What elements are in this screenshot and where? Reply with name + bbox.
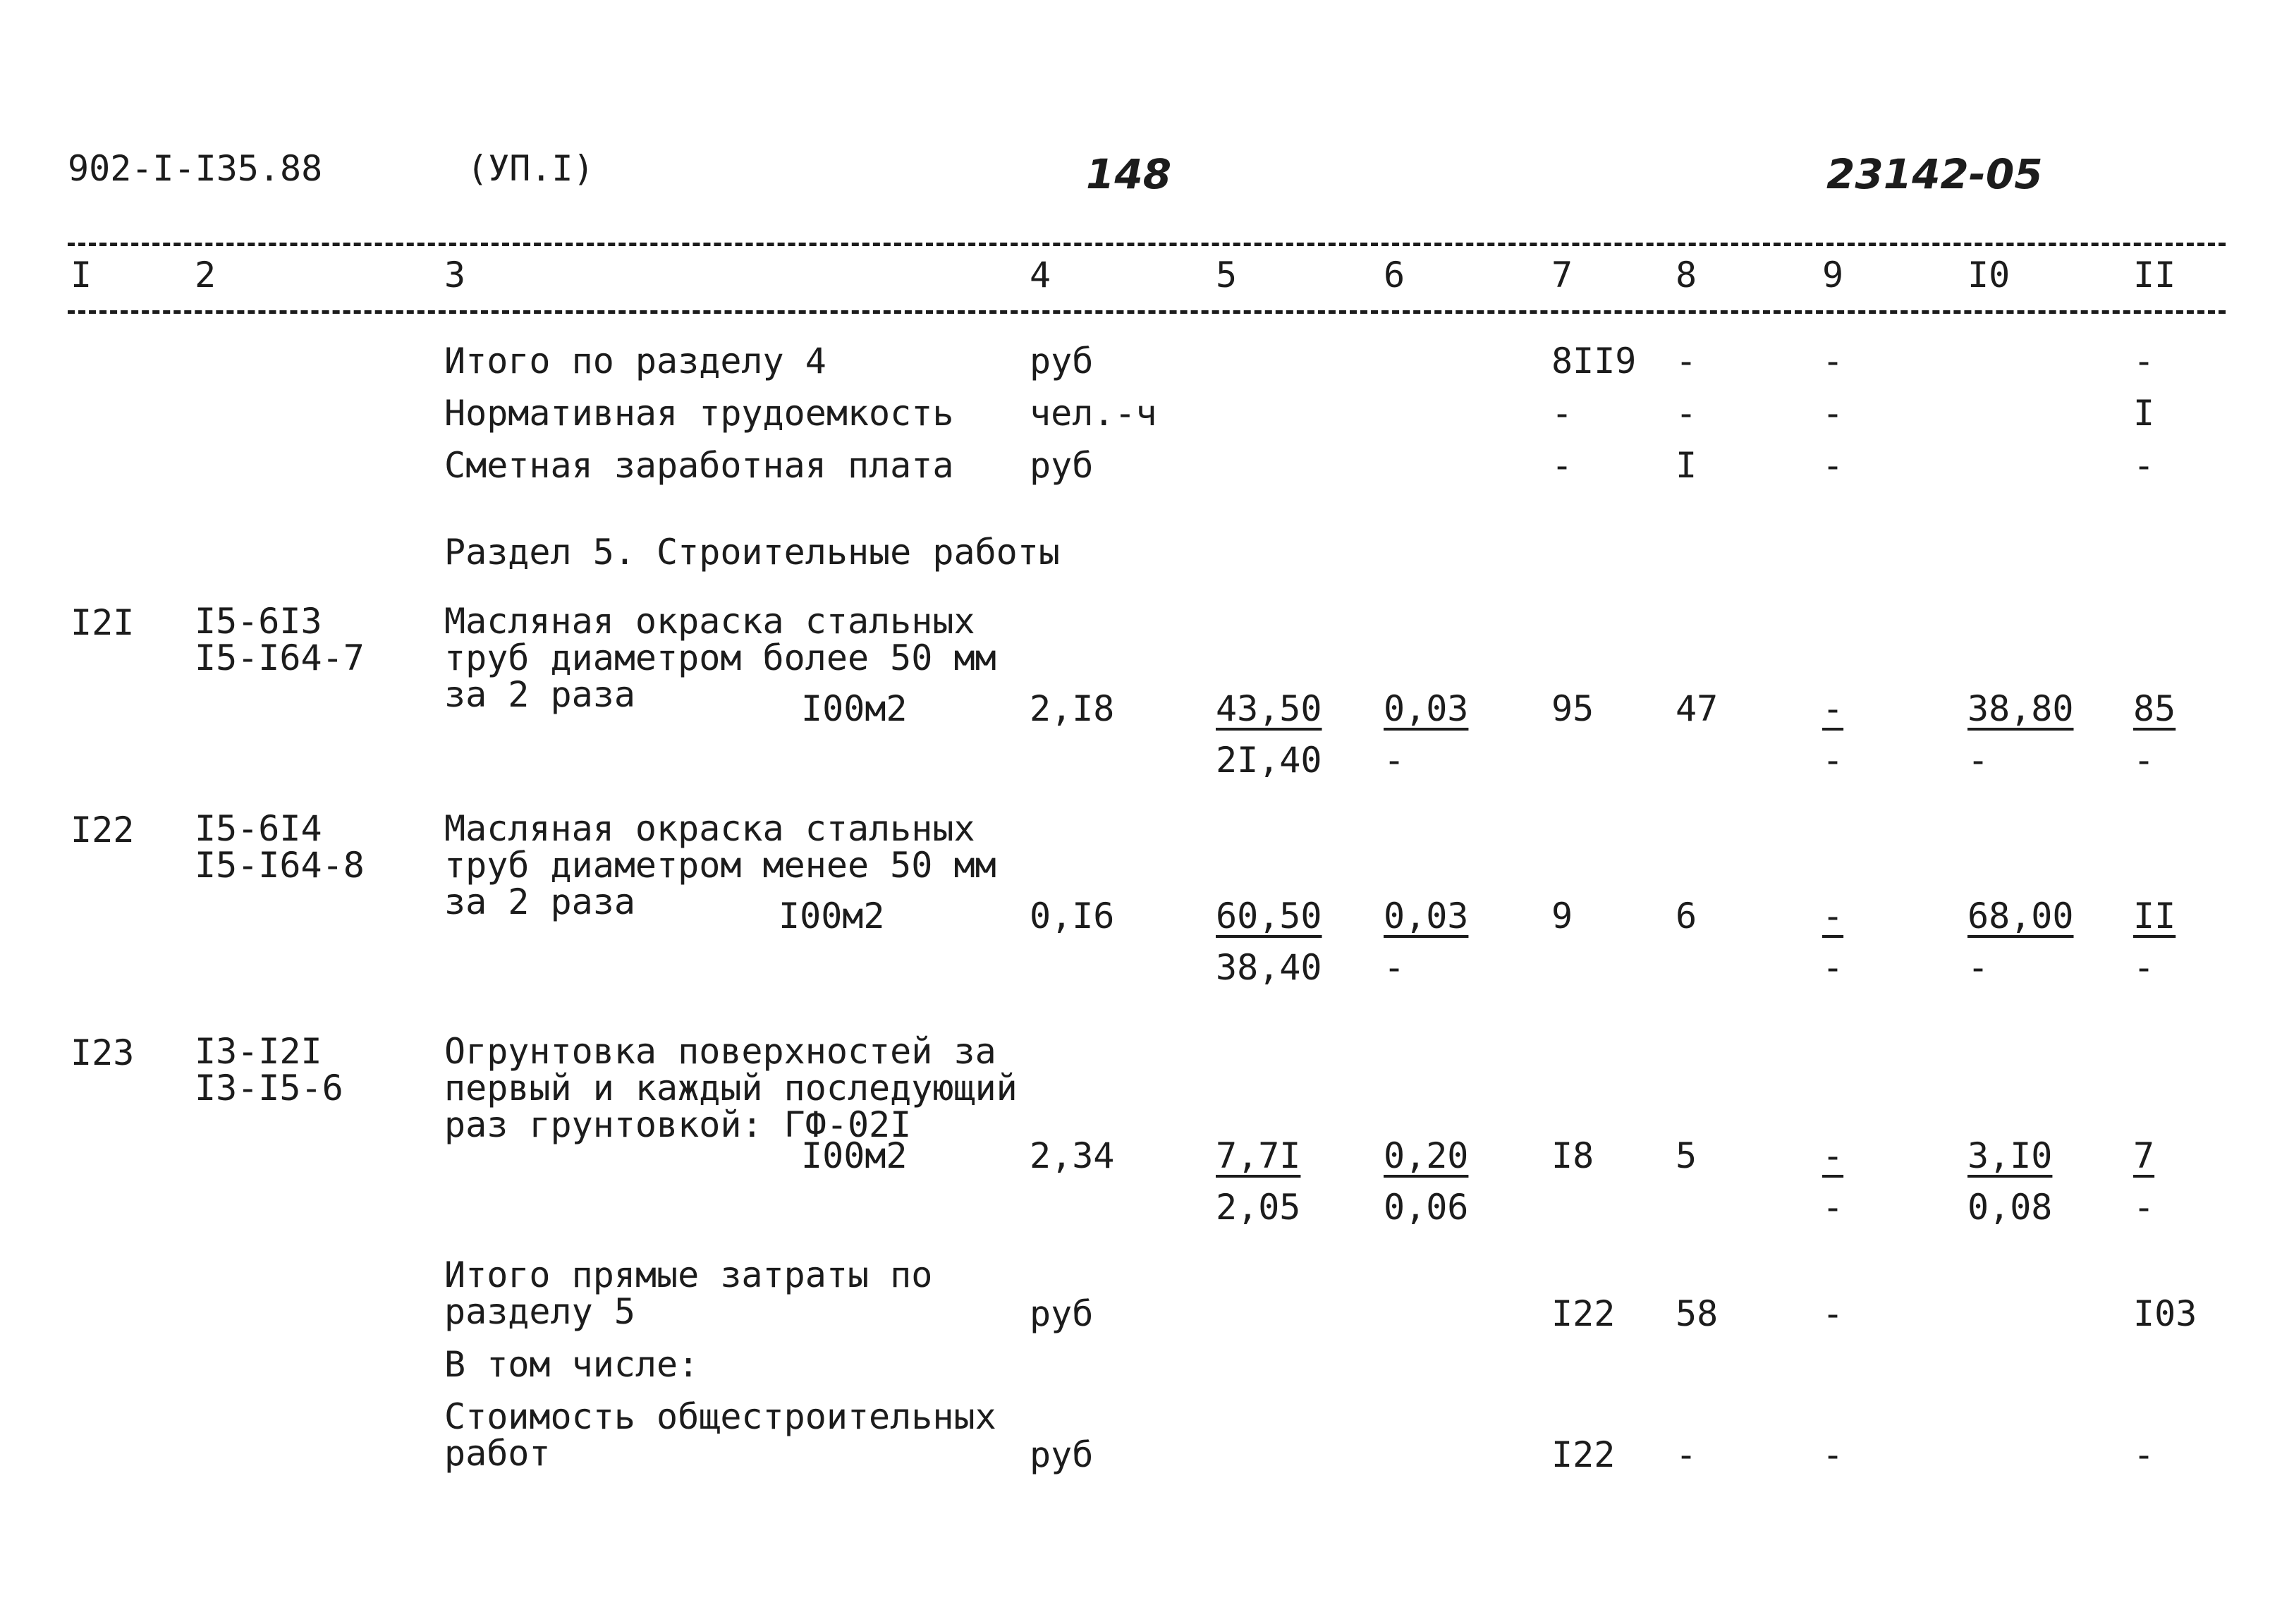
row-col10-bottom: -: [1967, 947, 1989, 988]
description-line: за 2 раза: [444, 674, 635, 715]
row-code: I5-I64-8: [195, 845, 365, 886]
row-col10-bottom: 0,08: [1967, 1187, 2053, 1228]
description-line: Стоимость общестроительных: [444, 1396, 996, 1437]
row-col9-bottom: -: [1822, 740, 1844, 781]
row-col5-top: 60,50: [1216, 896, 1322, 936]
totals-unit: руб: [1030, 341, 1094, 381]
header-rule-top: [68, 243, 2226, 246]
row-col9-top: -: [1822, 896, 1844, 936]
row-col5-bottom: 2I,40: [1216, 740, 1322, 781]
row-col5-top: 7,7I: [1216, 1135, 1301, 1176]
labor-label: Нормативная трудоемкость: [444, 393, 954, 434]
column-number: 5: [1216, 255, 1238, 295]
row-col6-top: 0,20: [1384, 1135, 1469, 1176]
row-col10-top: 3,I0: [1967, 1135, 2053, 1176]
description-line: Итого прямые затраты по: [444, 1254, 933, 1295]
row-codes: [195, 810, 365, 884]
column-number: 3: [444, 255, 466, 295]
row-col9-bottom: -: [1822, 947, 1844, 988]
row-col7: 95: [1551, 688, 1594, 729]
row-code: I3-I2I: [195, 1031, 322, 1072]
row-unit: I00м2: [801, 1135, 908, 1176]
row-unit: I00м2: [779, 896, 885, 936]
row-col10-top: 68,00: [1967, 896, 2074, 936]
row-col6-bottom: 0,06: [1384, 1187, 1469, 1228]
wages-col8: I: [1676, 445, 1697, 486]
column-number: I0: [1967, 255, 2011, 295]
labor-col11: I: [2133, 393, 2155, 434]
row-col5-bottom: 38,40: [1216, 947, 1322, 988]
totals-col11: -: [2133, 341, 2155, 381]
row-codes: [195, 1031, 343, 1109]
row-col10-bottom: -: [1967, 740, 1989, 781]
row-quantity: 2,34: [1030, 1135, 1115, 1176]
row-col8: 47: [1676, 688, 1719, 729]
direct-costs-col7: I22: [1551, 1293, 1616, 1334]
row-col8: 5: [1676, 1135, 1697, 1176]
album-label: (УП.I): [467, 148, 594, 189]
row-code: I5-6I3: [195, 601, 322, 642]
row-code: I3-I5-6: [195, 1068, 343, 1109]
general-works-col8: -: [1676, 1434, 1697, 1475]
column-number: 2: [195, 255, 216, 295]
column-number: II: [2133, 255, 2176, 295]
column-number: 6: [1384, 255, 1405, 295]
row-col9-top: -: [1822, 1135, 1844, 1176]
header-rule-bottom: [68, 310, 2226, 314]
row-description: [444, 603, 996, 713]
column-number: 9: [1822, 255, 1844, 295]
direct-costs-col11: I03: [2133, 1293, 2197, 1334]
description-line: труб диаметром более 50 мм: [444, 637, 996, 678]
row-col11-bottom: -: [2133, 740, 2155, 781]
direct-costs-unit: руб: [1030, 1293, 1094, 1334]
row-description: [444, 1033, 1018, 1143]
row-quantity: 2,I8: [1030, 688, 1115, 729]
row-code: I5-I64-7: [195, 637, 365, 678]
direct-costs-col9: -: [1822, 1293, 1844, 1334]
column-number: 7: [1551, 255, 1573, 295]
page-number: 148: [1086, 150, 1172, 198]
description-line: работ: [444, 1433, 551, 1474]
row-col11-top: 85: [2133, 688, 2176, 729]
totals-label: Итого по разделу 4: [444, 341, 826, 381]
row-col6-top: 0,03: [1384, 688, 1469, 729]
description-line: труб диаметром менее 50 мм: [444, 845, 996, 886]
general-works-label: [444, 1398, 996, 1472]
description-line: Масляная окраска стальных: [444, 808, 975, 849]
row-col9-bottom: -: [1822, 1187, 1844, 1228]
direct-costs-label: [444, 1254, 933, 1332]
description-line: Огрунтовка поверхностей за: [444, 1031, 996, 1072]
row-number: I22: [71, 810, 135, 850]
row-col7: 9: [1551, 896, 1573, 936]
row-code: I5-6I4: [195, 808, 322, 849]
row-col11-bottom: -: [2133, 947, 2155, 988]
totals-col7: 8II9: [1551, 341, 1637, 381]
section5-title: Раздел 5. Строительные работы: [444, 532, 1060, 573]
row-col7: I8: [1551, 1135, 1594, 1176]
wages-col9: -: [1822, 445, 1844, 486]
column-number: I: [71, 255, 92, 295]
row-col5-bottom: 2,05: [1216, 1187, 1301, 1228]
including-label: В том числе:: [444, 1344, 700, 1385]
labor-col7: -: [1551, 393, 1573, 434]
row-quantity: 0,I6: [1030, 896, 1115, 936]
row-col10-top: 38,80: [1967, 688, 2074, 729]
row-col8: 6: [1676, 896, 1697, 936]
general-works-col9: -: [1822, 1434, 1844, 1475]
row-col6-bottom: -: [1384, 740, 1405, 781]
description-line: Масляная окраска стальных: [444, 601, 975, 642]
row-col11-bottom: -: [2133, 1187, 2155, 1228]
row-col9-top: -: [1822, 688, 1844, 729]
wages-unit: руб: [1030, 445, 1094, 486]
direct-costs-col8: 58: [1676, 1293, 1719, 1334]
row-col6-top: 0,03: [1384, 896, 1469, 936]
wages-col11: -: [2133, 445, 2155, 486]
description-line: за 2 раза: [444, 881, 635, 922]
wages-col7: -: [1551, 445, 1573, 486]
row-number: I23: [71, 1032, 135, 1073]
labor-col9: -: [1822, 393, 1844, 434]
row-col5-top: 43,50: [1216, 688, 1322, 729]
labor-unit: чел.-ч: [1030, 393, 1157, 434]
totals-col8: -: [1676, 341, 1697, 381]
general-works-col7: I22: [1551, 1434, 1616, 1475]
row-number: I2I: [71, 602, 135, 643]
labor-col8: -: [1676, 393, 1697, 434]
document-code: 902-I-I35.88: [68, 148, 323, 189]
column-number: 4: [1030, 255, 1051, 295]
description-line: первый и каждый последующий: [444, 1068, 1018, 1109]
wages-label: Сметная заработная плата: [444, 445, 954, 486]
row-col11-top: II: [2133, 896, 2176, 936]
row-description: [444, 810, 996, 920]
totals-col9: -: [1822, 341, 1844, 381]
general-works-unit: руб: [1030, 1434, 1094, 1475]
description-line: раз грунтовкой: ГФ-02I: [444, 1104, 912, 1145]
row-codes: [195, 603, 365, 676]
document-number: 23142-05: [1826, 150, 2043, 198]
row-unit: I00м2: [801, 688, 908, 729]
general-works-col11: -: [2133, 1434, 2155, 1475]
row-col6-bottom: -: [1384, 947, 1405, 988]
column-number: 8: [1676, 255, 1697, 295]
description-line: разделу 5: [444, 1291, 635, 1332]
row-col11-top: 7: [2133, 1135, 2155, 1176]
